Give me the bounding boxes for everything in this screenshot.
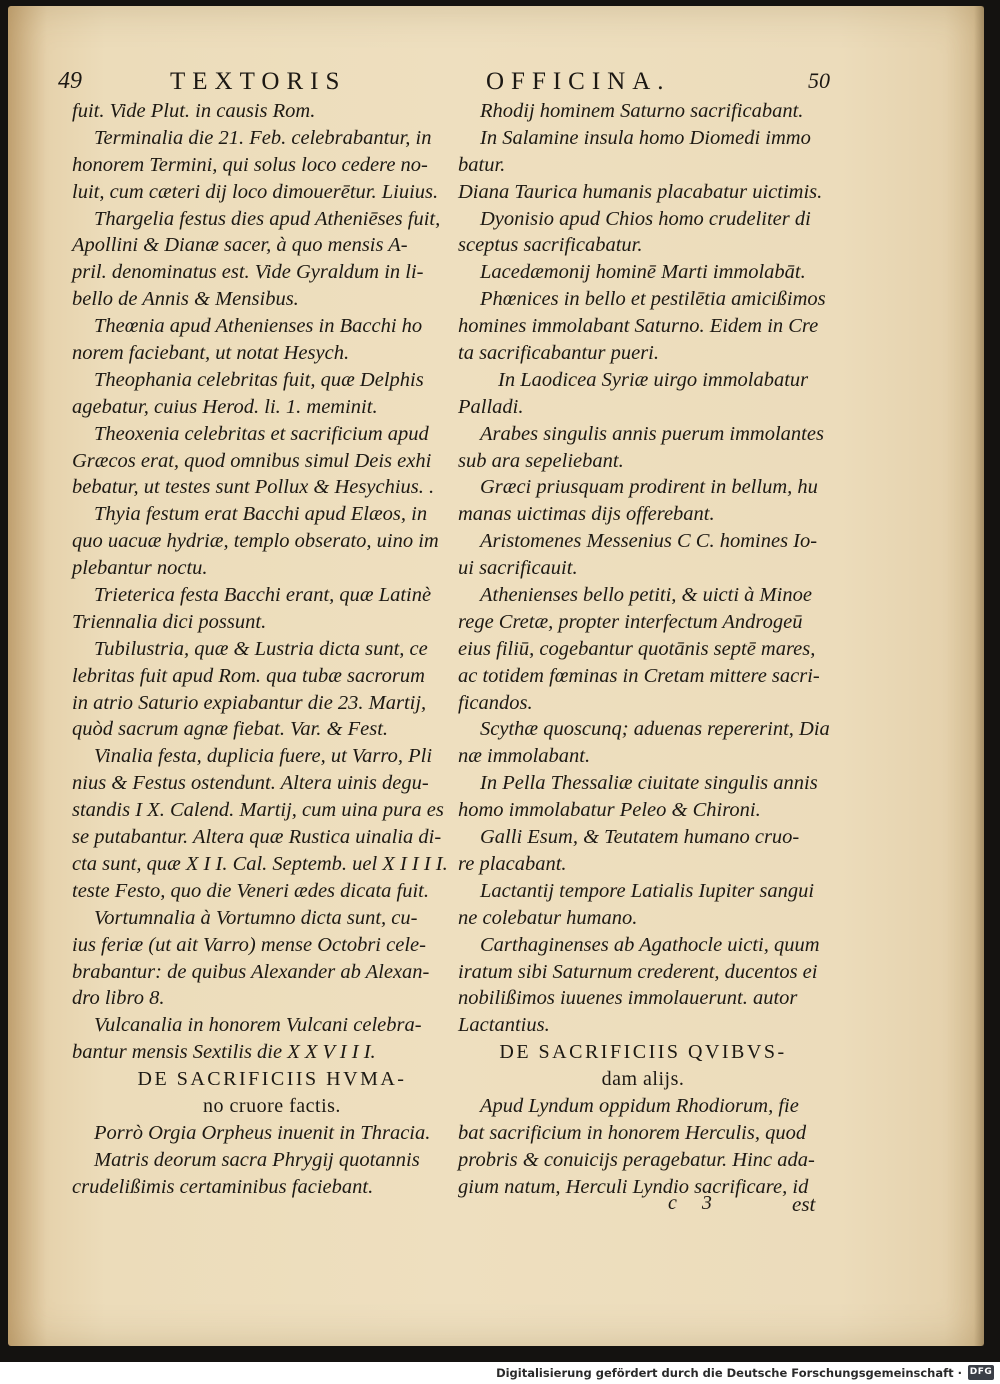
text-line: bat sacrificium in honorem Herculis, quod (458, 1121, 807, 1144)
text-line: Phœnices in bello et pestilētia amicißimos (480, 288, 826, 311)
text-line: manas uictimas dijs offerebant. (458, 503, 715, 526)
text-line: ac totidem fœminas in Cretam mittere sacri- (458, 664, 820, 687)
funding-notice: Digitalisierung gefördert durch die Deutsche Forschungsgemeinschaft · (496, 1366, 962, 1380)
text-line: Theoxenia celebritas et sacrificium apud (94, 422, 429, 445)
text-line: standis I X. Calend. Martij, cum uina pura es (72, 799, 444, 822)
text-line: quòd sacrum agnæ fiebat. Var. & Fest. (72, 718, 389, 741)
text-line: Palladi. (458, 395, 524, 418)
text-line: bebatur, ut testes sunt Pollux & Hesychius. . (72, 476, 435, 499)
footer-bar (0, 1362, 1000, 1384)
right-text-column (458, 98, 828, 1201)
left-text-column (72, 98, 472, 1201)
text-line: iratum sibi Saturnum crederent, ducentos ei (458, 960, 818, 983)
text-line: Terminalia die 21. Feb. celebrabantur, in (94, 126, 432, 149)
text-line: pril. denominatus est. Vide Gyraldum in li- (72, 261, 424, 284)
text-line: Thyia festum erat Bacchi apud Elæos, in (94, 503, 428, 526)
text-line: Apud Lyndum oppidum Rhodiorum, fie (480, 1094, 799, 1117)
text-line: In Salamine insula homo Diomedi immo (480, 126, 811, 149)
text-line: ius feriæ (ut ait Varro) mense Octobri cele- (72, 933, 426, 956)
text-line: næ immolabant. (458, 745, 591, 768)
text-line: agebatur, cuius Herod. li. 1. meminit. (72, 395, 378, 418)
text-line: Græcos erat, quod omnibus simul Deis exhi (72, 449, 432, 472)
text-line: cta sunt, quæ X I I. Cal. Septemb. uel X I I I I. (72, 852, 448, 875)
text-line: Aristomenes Messenius C C. homines Io- (480, 530, 818, 553)
text-line: Galli Esum, & Teutatem humano cruo- (480, 826, 800, 849)
text-line: se putabantur. Altera quæ Rustica uinalia di- (72, 826, 442, 849)
text-line: bello de Annis & Mensibus. (72, 288, 299, 311)
text-line: probris & conuicijs peragebatur. Hinc ada- (458, 1148, 815, 1171)
text-line: sub ara sepeliebant. (458, 449, 624, 472)
text-line: Lacedæmonij hominē Marti immolabāt. (480, 261, 806, 284)
page-edge-shadow (974, 6, 984, 1346)
text-line: Vulcanalia in honorem Vulcani celebra- (94, 1014, 422, 1037)
text-line: honorem Termini, qui solus loco cedere no- (72, 153, 428, 176)
section-heading: DE SACRIFICIIS HVMA- (137, 1068, 407, 1091)
text-line: Arabes singulis annis puerum immolantes (480, 422, 824, 445)
text-line: In Pella Thessaliæ ciuitate singulis annis (480, 772, 818, 795)
folio-left: 49 (58, 68, 82, 94)
text-line: Scythæ quoscunq; aduenas repererint, Dia (480, 718, 830, 741)
text-line: fuit. Vide Plut. in causis Rom. (72, 100, 316, 122)
text-line: Thargelia festus dies apud Atheniēses fuit, (94, 207, 441, 230)
text-line: Theophania celebritas fuit, quæ Delphis (94, 368, 424, 391)
catchword: est (792, 1192, 816, 1216)
text-line: batur. (458, 153, 506, 176)
text-line: lebritas fuit apud Rom. qua tubæ sacrorum (72, 664, 425, 687)
section-heading-continued: dam alijs. (601, 1068, 685, 1091)
text-line: Carthaginenses ab Agathocle uicti, quum (480, 933, 820, 956)
text-line: re placabant. (458, 852, 567, 875)
text-line: Diana Taurica humanis placabatur uictimis. (458, 180, 823, 203)
section-heading: DE SACRIFICIIS QVIBVS- (499, 1041, 787, 1064)
text-line: Rhodij hominem Saturno sacrificabant. (480, 100, 804, 122)
text-line: norem faciebant, ut notat Hesych. (72, 342, 350, 365)
text-line: nius & Festus ostendunt. Altera uinis degu- (72, 772, 429, 795)
text-line: Vortumnalia à Vortumno dicta sunt, cu- (94, 906, 418, 929)
text-line: brabantur: de quibus Alexander ab Alexan- (72, 960, 430, 983)
text-line: ne colebatur humano. (458, 906, 638, 929)
text-line: ui sacrificauit. (458, 557, 578, 580)
signature-mark: c 3 (668, 1192, 722, 1214)
text-line: Apollini & Dianæ sacer, à quo mensis A- (72, 234, 408, 257)
text-line: ficandos. (458, 691, 533, 714)
text-line: eius filiū, cogebantur quotānis septē mares, (458, 637, 816, 660)
text-line: crudelißimis certaminibus faciebant. (72, 1175, 374, 1198)
running-title-right: OFFICINA. (486, 68, 671, 95)
text-line: ta sacrificabantur pueri. (458, 342, 660, 365)
dfg-logo: DFG (968, 1365, 994, 1380)
folio-right: 50 (808, 68, 830, 93)
text-line: Porrò Orgia Orpheus inuenit in Thracia. (94, 1121, 431, 1144)
text-line: teste Festo, quo die Veneri ædes dicata fuit. (72, 879, 429, 902)
text-line: homo immolabatur Peleo & Chironi. (458, 799, 761, 822)
text-line: Trieterica festa Bacchi erant, quæ Latinè (94, 584, 432, 607)
text-line: bantur mensis Sextilis die X X V I I I. (72, 1041, 376, 1064)
text-line: Triennalia dici possunt. (72, 610, 267, 633)
text-line: Matris deorum sacra Phrygij quotannis (94, 1148, 420, 1171)
text-line: dro libro 8. (72, 987, 165, 1010)
running-title-left: TEXTORIS (170, 68, 347, 95)
text-line: gium natum, Herculi Lyndio sacrificare, id (458, 1175, 809, 1198)
text-line: rege Cretæ, propter interfectum Androgeū (458, 610, 803, 633)
text-line: in atrio Saturio expiabantur die 23. Martij, (72, 691, 427, 714)
text-line: Tubilustria, quæ & Lustria dicta sunt, ce (94, 637, 428, 660)
text-line: plebantur noctu. (72, 557, 208, 580)
text-line: quo uacuæ hydriæ, templo obserato, uino im (72, 530, 439, 553)
text-line: sceptus sacrificabatur. (458, 234, 643, 257)
text-line: homines immolabant Saturno. Eidem in Cre (458, 315, 819, 338)
text-line: luit, cum cæteri dij loco dimouerētur. Liuius. (72, 180, 439, 203)
text-line: Dyonisio apud Chios homo crudeliter di (480, 207, 811, 230)
text-line: nobilißimos iuuenes immolauerunt. autor (458, 987, 798, 1010)
text-line: Athenienses bello petiti, & uicti à Minoe (480, 584, 812, 607)
text-line: Lactantij tempore Latialis Iupiter sangui (480, 879, 815, 902)
text-line: In Laodicea Syriæ uirgo immolabatur (498, 368, 809, 391)
section-heading-continued: no cruore factis. (203, 1094, 341, 1117)
text-line: Græci priusquam prodirent in bellum, hu (480, 476, 818, 499)
text-line: Theœnia apud Athenienses in Bacchi ho (94, 315, 423, 338)
text-line: Lactantius. (458, 1014, 550, 1037)
text-line: Vinalia festa, duplicia fuere, ut Varro, Pli (94, 745, 433, 768)
